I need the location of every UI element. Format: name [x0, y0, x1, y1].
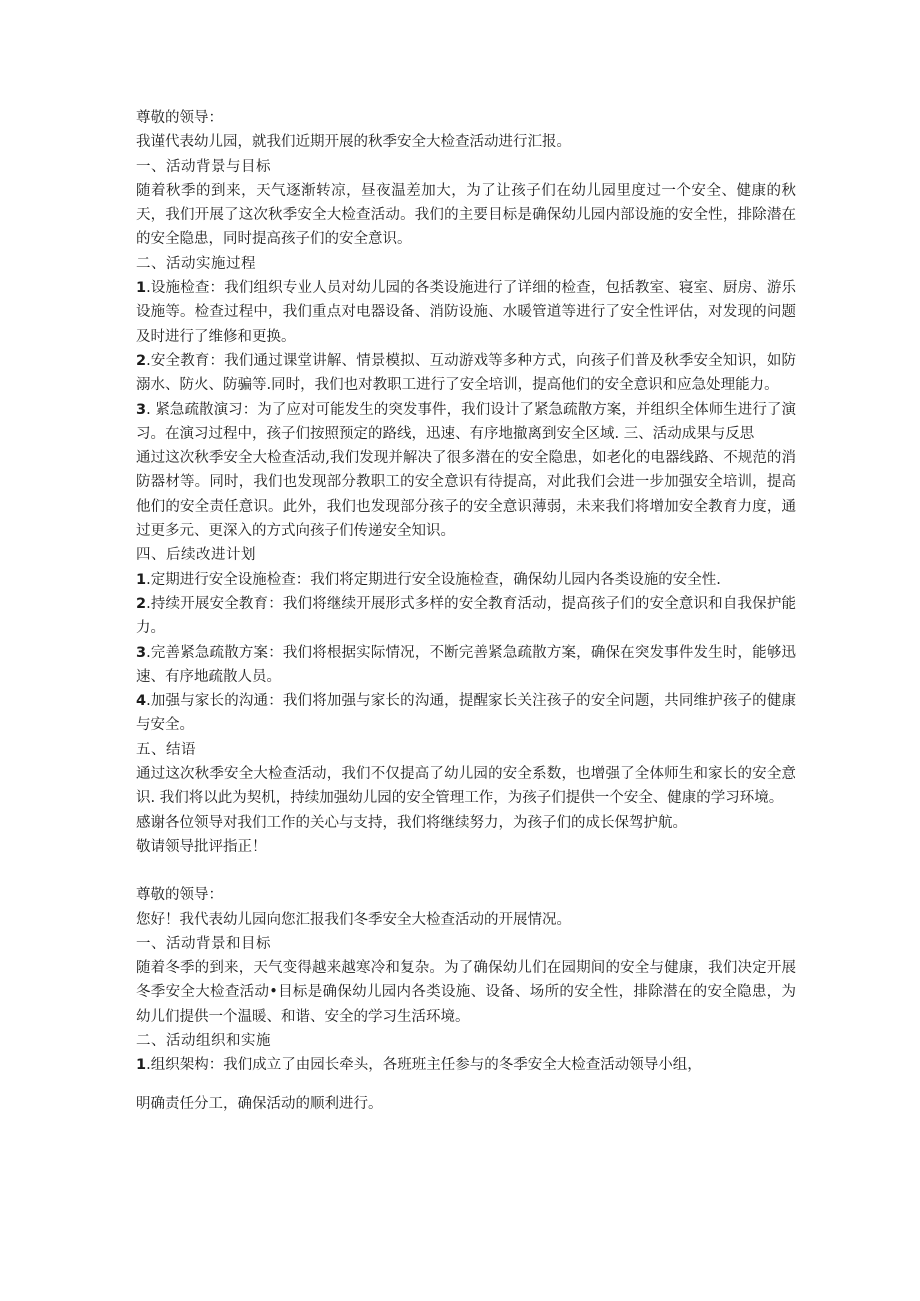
- list-item-text: . 紧急疏散演习：为了应对可能发生的突发事件，我们设计了紧急疏散方案，并组织全体师生进行了演习。在演习过程中，孩子们按照预定的路线，迅速、有序地撤离到安全区域. 三、活动成果与反思: [136, 401, 796, 442]
- greeting: 尊敬的领导：: [136, 110, 223, 126]
- list-item-text: .组织架构：我们成立了由园长牵头，各班班主任参与的冬季安全大检查活动领导小组，: [146, 1057, 702, 1074]
- list-item: [136, 592, 796, 641]
- section-heading: 四、后续改进计划: [136, 547, 256, 564]
- body-paragraph: 随着冬季的到来，天气变得越来越寒冷和复杂。为了确保幼儿们在园期间的安全与健康，我们决定开展冬季安全大检查活动•目标是确保幼儿园内各类设施、设备、场所的安全性，排除潜在的安全隐患，为幼儿们提供一个温暖、和谐、安全的学习生活环境。: [136, 960, 796, 1025]
- list-item: [136, 1053, 796, 1077]
- body-paragraph: 通过这次秋季安全大检查活动,我们发现并解决了很多潜在的安全隐患，如老化的电器线路、不规范的消防器材等。同时，我们也发现部分教职工的安全意识有待提高，对此我们会进一步加强安全培训，提高他们的安全责任意识。此外，我们也发现部分孩子的安全意识薄弱，未来我们将增加安全教育力度，通过更多元、更深入的方式向孩子们传递安全知识。: [136, 450, 796, 540]
- list-item-number: 4: [136, 693, 147, 710]
- section-heading: 二、活动实施过程: [136, 255, 256, 272]
- list-item: [136, 689, 796, 738]
- list-item-number: 3: [136, 644, 147, 661]
- blank-line: [136, 859, 796, 883]
- section-heading: 一、活动背景和目标: [136, 935, 271, 952]
- list-item-text: .持续开展安全教育：我们将继续开展形式多样的安全教育活动，提高孩子们的安全意识和自我保护能力。: [136, 595, 796, 637]
- thanks-paragraph: 感谢各位领导对我们工作的关心与支持，我们将继续努力，为孩子们的成长保驾护航。: [136, 814, 687, 831]
- list-item: [136, 641, 796, 690]
- section-heading: 五、结语: [136, 741, 196, 758]
- body-paragraph: 随着秋季的到来，天气逐渐转凉，昼夜温差加大，为了让孩子们在幼儿园里度过一个安全、健康的秋天，我们开展了这次秋季安全大检查活动。我们的主要目标是确保幼儿园内部设施的安全性，排除潜在的安全隐患，同时提高孩子们的安全意识。: [136, 182, 796, 248]
- list-item-number: 1: [136, 280, 147, 297]
- section-heading: 一、活动背景与目标: [136, 158, 271, 175]
- list-item-number: 1: [136, 571, 147, 588]
- list-item-number: 2: [136, 352, 147, 369]
- list-item-text: .定期进行安全设施检查：我们将定期进行安全设施检查，确保幼儿园内各类设施的安全性.: [146, 571, 721, 588]
- list-item-number: 1: [136, 1057, 147, 1074]
- list-item: [136, 398, 796, 447]
- intro-paragraph: 您好！我代表幼儿园向您汇报我们冬季安全大检查活动的开展情况。: [136, 911, 571, 928]
- body-paragraph: 明确责任分工，确保活动的顺利进行。: [136, 1095, 383, 1112]
- body-paragraph: 通过这次秋季安全大检查活动，我们不仅提高了幼儿园的安全系数，也增强了全体师生和家长的安全意识. 我们将以此为契机，持续加强幼儿园的安全管理工作，为孩子们提供一个安全、健康的学习环境。: [136, 766, 796, 807]
- greeting: 尊敬的领导：: [136, 887, 223, 904]
- list-item-text: .加强与家长的沟通：我们将加强与家长的沟通，提醒家长关注孩子的安全问题，共同维护孩子的健康与安全。: [136, 693, 796, 734]
- list-item-number: 2: [136, 595, 147, 612]
- list-item-text: .完善紧急疏散方案：我们将根据实际情况，不断完善紧急疏散方案，确保在突发事件发生时，能够迅速、有序地疏散人员。: [136, 644, 796, 685]
- paragraph-gap: [136, 1078, 796, 1092]
- list-item-text: .安全教育：我们通过课堂讲解、情景模拟、互动游戏等多种方式，向孩子们普及秋季安全知识，如防溺水、防火、防骗等.同时，我们也对教职工进行了安全培训，提高他们的安全意识和应急处理能力。: [136, 352, 796, 394]
- closing-line: 敬请领导批评指正！: [136, 838, 267, 855]
- section-heading: 二、活动组织和实施: [136, 1032, 271, 1049]
- intro-paragraph: 我谨代表幼儿园，就我们近期开展的秋季安全大检查活动进行汇报。: [136, 134, 571, 151]
- list-item: [136, 276, 796, 349]
- list-item-number: 3: [136, 401, 147, 418]
- list-item-text: .设施检查：我们组织专业人员对幼儿园的各类设施进行了详细的检查，包括教室、寝室、厨房、游乐设施等。检查过程中，我们重点对电器设备、消防设施、水暖管道等进行了安全性评估，对发现的问题及时进行了维修和更换。: [136, 280, 796, 345]
- list-item: [136, 568, 796, 592]
- list-item: [136, 349, 796, 398]
- document-body: [136, 106, 796, 1116]
